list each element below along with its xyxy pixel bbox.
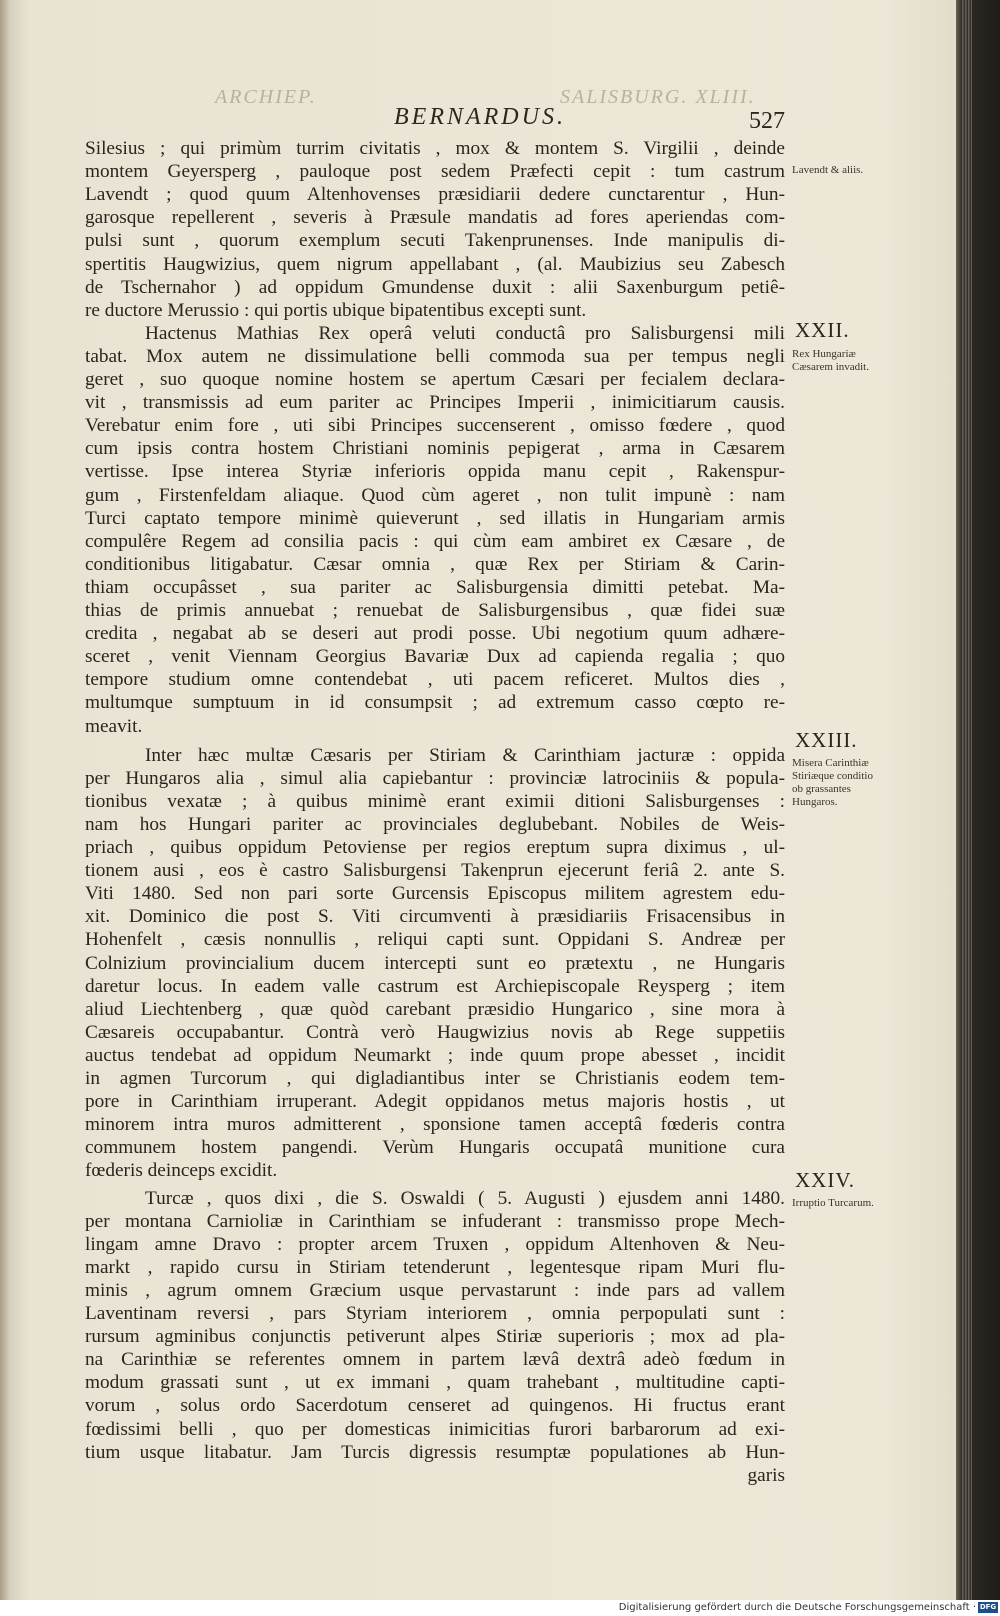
text-line: rursum agminibus conjunctis petiverunt alpes Stiriæ superioris ; mox ad pla- xyxy=(85,1326,785,1348)
text-line: de Tschernahor ) ad oppidum Gmundense duxit : alii Saxenburgum petiê- xyxy=(85,276,785,298)
text-line: Silesius ; qui primùm turrim civitatis , mox & montem S. Virgilii , deinde xyxy=(85,138,785,159)
text-line: na Carinthiæ se referentes omnem in partem lævâ dextrâ adeò fœdum in xyxy=(85,1349,785,1371)
text-line: xit. Dominico die post S. Viti circumventi à præsidiariis Frisacensibus in xyxy=(85,906,785,928)
margin-note: Rex Hungariæ Cæsarem invadit. xyxy=(792,348,869,373)
text-line: vertisse. Ipse interea Styriæ inferioris oppida manu cepit , Rakenspur- xyxy=(85,461,785,483)
text-line: Turci captato tempore minimè quieverunt , sed illatis in Hungariam armis xyxy=(85,507,785,529)
text-line: tempore studium omne contendebat , uti pacem reficeret. Multos dies , xyxy=(85,669,785,691)
margin-section-number: XXIV. xyxy=(795,1168,856,1192)
text-line: Inter hæc multæ Cæsaris per Stiriam & Carinthiam jacturæ : oppida xyxy=(145,744,785,766)
text-line: minis , agrum omnem Græcium usque pervastarunt : inde pars ad vallem xyxy=(85,1279,785,1301)
text-line: markt , rapido cursu in Stiriam tetenderunt , legentesque ripam Muri flu- xyxy=(85,1256,785,1278)
text-line: aliud Liechtenberg , quæ quòd carebant præsidio Hungarico , sine mora à xyxy=(85,998,785,1020)
margin-section-number: XXII. xyxy=(795,318,850,342)
text-line: spertitis Haugwizius, quem nigrum appellabant , (al. Maubizius seu Zabesch xyxy=(85,253,785,275)
text-line: Turcæ , quos dixi , die S. Oswaldi ( 5. Augusti ) ejusdem anni 1480. xyxy=(145,1187,785,1209)
text-line: lingam amne Dravo : propter arcem Truxen , oppidum Altenhoven & Neu- xyxy=(85,1233,785,1255)
text-line: cum ipsis contra hostem Christiani nominis pepigerat , arma in Cæsarem xyxy=(85,438,785,460)
text-line: Colnizium provincialium ducem intercepti sunt eo prætextu , ne Hungaris xyxy=(85,952,785,974)
text-line: Laventinam reversi , pars Styriam interiorem , omnia perpopulati sunt : xyxy=(85,1303,785,1324)
text-line: nam hos Hungari pariter ac provinciales deglubebant. Nobiles de Weis- xyxy=(85,813,785,835)
text-line: per montana Carnioliæ in Carinthiam se infuderant : transmisso prope Mech- xyxy=(85,1210,785,1232)
running-title: BERNARDUS. xyxy=(394,104,566,130)
margin-note: Lavendt & aliis. xyxy=(792,164,864,176)
margin-note: Irruptio Turcarum. xyxy=(792,1197,874,1209)
text-line: pore in Carinthiam irruperant. Adegit oppidanos metus majoris hostis , ut xyxy=(85,1091,785,1113)
text-line: credita , negabat ab se deseri aut prodi posse. Ubi negotium quum adhære- xyxy=(85,623,785,645)
text-line: communem hostem pangendi. Verùm Hungaris occupatâ munitione cura xyxy=(85,1137,785,1159)
text-line: garis xyxy=(747,1464,785,1486)
text-line: Hohenfelt , cæsis nonnullis , reliqui capti sunt. Oppidani S. Andreæ per xyxy=(85,929,785,951)
text-line: geret , suo quoque nomine hostem se apertum Cæsari per fecialem declara- xyxy=(85,369,785,390)
text-line: tionem ausi , eos è castro Salisburgensi Takenprun ejecerunt feriâ 2. ante S. xyxy=(85,860,785,882)
margin-note: Misera Carinthiæ Stiriæque conditio ob grassantes Hungaros. xyxy=(792,757,873,808)
text-line: gum , Firstenfeldam aliaque. Quod cùm ageret , non tulit impunè : nam xyxy=(85,484,785,506)
text-line: vit , transmissis ad eum pariter ac Principes Imperii , inimicitiarum causis. xyxy=(85,392,785,414)
text-line: sceret , venit Viennam Georgius Bavariæ Dux ad capienda regalia ; quo xyxy=(85,646,785,668)
text-line: Hactenus Mathias Rex operâ veluti conductâ pro Salisburgensi mili xyxy=(145,322,785,344)
text-line: Verebatur enim fore , uti sibi Principes succenserent , omisso fœdere , quod xyxy=(85,415,785,437)
text-line: tabat. Mox autem ne dissimulatione belli commoda sua per tempus negli xyxy=(85,345,785,367)
text-line: in agmen Turcorum , qui digladiantibus inter se Christianis eodem tem- xyxy=(85,1068,785,1089)
text-line: conditionibus litigabatur. Cæsar omnia , quæ Rex per Stiriam & Carin- xyxy=(85,553,785,575)
text-line: fœdissimi belli , quo per domesticas inimicitias furori barbarorum ad exi- xyxy=(85,1418,785,1440)
text-line: Viti 1480. Sed non pari sorte Gurcensis Episcopus militem agrestem edu- xyxy=(85,883,785,905)
text-line: vorum , solus ordo Sacerdotum censeret ad quingenos. Hi fructus erant xyxy=(85,1395,785,1417)
page-number: 527 xyxy=(749,108,785,134)
text-line: Lavendt ; quod quum Altenhovenses præsidiarii dedere cunctarentur , Hun- xyxy=(85,184,785,206)
text-line: modum grassati sunt , ut ex immani , quam trahebant , multitudine capti- xyxy=(85,1372,785,1394)
text-line: re ductore Merussio : qui portis ubique bipatentibus excepti sunt. xyxy=(85,299,587,321)
text-line: auctus tendebat ad oppidum Neumarkt ; inde quum prope abesset , incidit xyxy=(85,1044,785,1066)
text-line: thias de primis annuebat ; renuebat de Salisburgensibus , quæ fidei suæ xyxy=(85,600,785,621)
bleed-through-heading: ARCHIEP. xyxy=(215,86,317,108)
text-line: compulêre Regem ad consilia pacis : qui cùm eam ambiret ex Cæsare , de xyxy=(85,530,785,552)
page-stack xyxy=(962,0,972,1600)
dfg-logo: DFG xyxy=(979,1603,997,1611)
text-line: priach , quibus oppidum Petoviense per regios ereptum supra diximus , ul- xyxy=(85,837,785,858)
text-line: daretur locus. In eadem valle castrum est Archiepiscopale Reysperg ; item xyxy=(85,975,785,997)
text-line: pulsi sunt , quorum exemplum secuti Takenprunenses. Inde manipulis di- xyxy=(85,230,785,252)
bleed-through-heading: SALISBURG. XLIII. xyxy=(560,86,756,108)
text-line: tionibus vexatæ ; à quibus minimè erant eximii ditioni Salisburgenses : xyxy=(85,790,785,812)
text-line: garosque repellerent , severis à Præsule mandatis ad fores aperiendas com- xyxy=(85,207,785,229)
text-line: per Hungaros alia , simul alia capiebantur : provinciæ latrociniis & popula- xyxy=(85,767,785,789)
text-line: multumque sumptuum in id consumpsit ; ad extremum casso cœpto re- xyxy=(85,692,785,714)
text-line: thiam occupâsset , sua pariter ac Salisburgensia dimitti petebat. Ma- xyxy=(85,576,785,598)
text-line: meavit. xyxy=(85,715,143,737)
text-line: montem Geyersperg , pauloque post sedem Præfecti cepit : tum castrum xyxy=(85,161,785,183)
margin-section-number: XXIII. xyxy=(795,728,858,752)
text-line: fœderis deinceps excidit. xyxy=(85,1160,278,1182)
text-line: Cæsareis occupabantur. Contrà verò Haugwizius novis ab Rege suppetiis xyxy=(85,1021,785,1043)
text-line: minorem intra muros admitterent , sponsione tamen acceptâ fœderis contra xyxy=(85,1114,785,1136)
footer-credit: Digitalisierung gefördert durch die Deutsche Forschungsgemeinschaft · xyxy=(618,1602,976,1613)
text-line: tium usque litabatur. Jam Turcis digressis resumptæ populationes ab Hun- xyxy=(85,1441,785,1463)
